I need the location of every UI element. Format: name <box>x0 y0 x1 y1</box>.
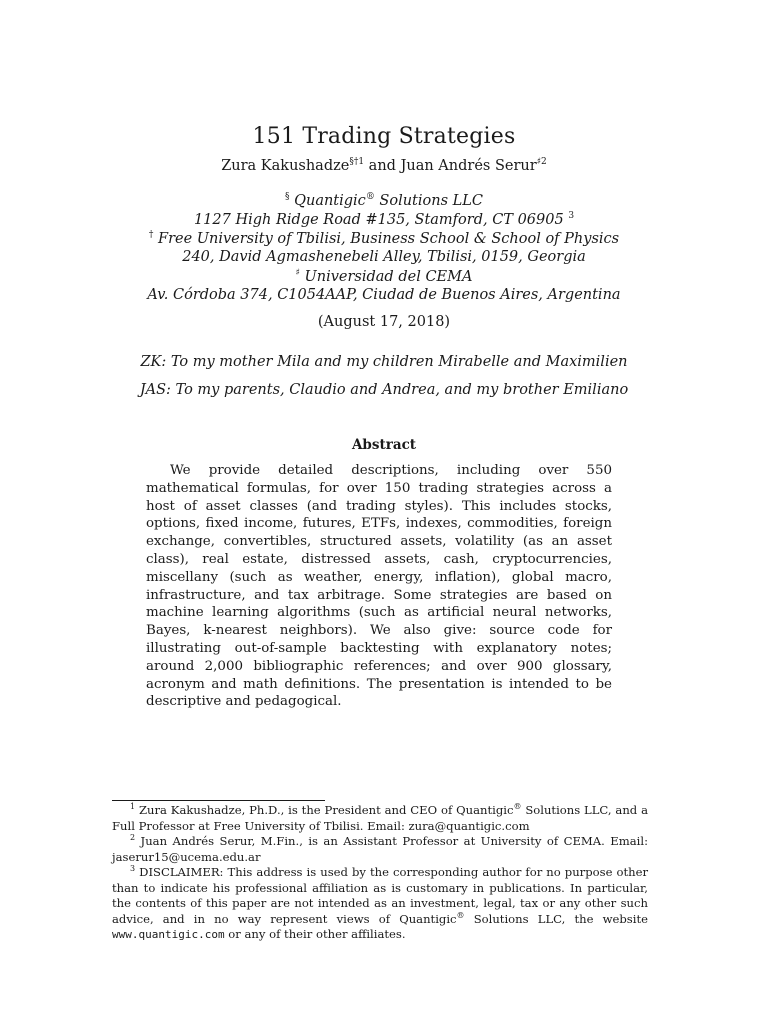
author-connector: and <box>364 157 401 174</box>
author-line <box>0 157 768 174</box>
footnote-ref-3: 3 <box>568 211 575 221</box>
affiliation-text: 1127 High Ridge Road #135, Stamford, CT 06905 <box>193 211 569 228</box>
author-1-name: Zura Kakushadze <box>221 157 350 174</box>
footnote-3 <box>112 864 652 943</box>
registered-mark: ® <box>513 802 522 812</box>
affiliation-text: Free University of Tbilisi, Business School & School of Physics <box>153 230 620 247</box>
website-link[interactable]: www.quantigic.com <box>112 928 225 941</box>
footnote-3-text: DISCLAIMER: This address is used by the corresponding author for no purpose other than to indicate his professional affiliation as is customary in publications. In particular, the contents of this paper are not intended as an investment, legal, tax or any other such advice, and in no way represent views of Quantigic <box>112 865 648 926</box>
affiliation-line-3 <box>0 230 768 247</box>
registered-mark: ® <box>456 910 465 920</box>
affiliation-line-1 <box>0 192 768 209</box>
dedication-zk: ZK: To my mother Mila and my children Mirabelle and Maximilien <box>140 354 628 370</box>
footnote-1-text: Zura Kakushadze, Ph.D., is the President and CEO of Quantigic <box>138 803 514 817</box>
affiliation-text: Universidad del CEMA <box>299 268 473 285</box>
abstract-body: We provide detailed descriptions, including over 550 mathematical formulas, for over 150 trading strategies across a host of asset classes (and trading styles). This includes stocks, options, fixed income, futures, ETFs, indexes, commodities, foreign exchange, convertibles, structured assets, volatility (as an asset class), real estate, distressed assets, cash, cryptocurrencies, miscellany (such as weather, energy, inflation), global macro, infrastructure, and tax arbitrage. Some strategies are based on machine learning algorithms (such as artificial neural networks, Bayes, k-nearest neighbors). We also give: source code for illustrating out-of-sample backtesting with explanatory notes; around 2,000 bibliographic references; and over 900 glossary, acronym and math definitions. The presentation is intended to be descriptive and pedagogical. <box>146 463 612 710</box>
paper-date: (August 17, 2018) <box>317 314 451 330</box>
affiliation-line-6 <box>0 287 768 303</box>
affiliation-text: Av. Córdoba 374, C1054AAP, Ciudad de Buenos Aires, Argentina <box>147 287 621 303</box>
affiliation-text: 240, David Agmashenebeli Alley, Tbilisi, 0159, Georgia <box>182 249 586 265</box>
footnote-1 <box>112 802 652 834</box>
affiliation-mark: § <box>284 192 290 202</box>
author-1-marks: §†1 <box>349 157 365 167</box>
affiliation-mark: † <box>148 230 154 240</box>
footnote-divider <box>112 800 325 801</box>
abstract-heading: Abstract <box>351 437 417 453</box>
author-2-marks: ♯2 <box>536 157 547 167</box>
footnote-1-text-rest: Solutions LLC, and a Full Professor at Free University of Tbilisi. Email: zura@quantigic.com <box>112 803 652 833</box>
footnotes <box>112 802 652 943</box>
footnote-2-text: Juan Andrés Serur, M.Fin., is an Assistant Professor at University of CEMA. Email: jaserur15@ucema.edu.ar <box>112 834 648 864</box>
affiliation-text: Quantigic <box>289 192 366 209</box>
paper-title: 151 Trading Strategies <box>252 124 516 149</box>
dedication-jas: JAS: To my parents, Claudio and Andrea, and my brother Emiliano <box>139 382 629 398</box>
affiliation-line-5 <box>0 268 768 285</box>
footnote-2-mark: 2 <box>130 833 136 843</box>
footnote-3-text-end: or any of their other affiliates. <box>224 927 406 941</box>
footnote-1-mark: 1 <box>130 802 136 812</box>
footnote-2 <box>112 834 648 865</box>
affiliation-line-4 <box>0 249 768 265</box>
affiliation-mark: ♯ <box>295 268 300 278</box>
affiliation-text-rest: Solutions LLC <box>374 192 483 209</box>
footnote-3-text-mid: Solutions LLC, the website <box>464 911 652 926</box>
footnote-3-mark: 3 <box>130 864 136 874</box>
affiliation-line-2 <box>0 211 768 228</box>
author-2-name: Juan Andrés Serur <box>400 157 537 174</box>
registered-mark: ® <box>365 192 375 202</box>
